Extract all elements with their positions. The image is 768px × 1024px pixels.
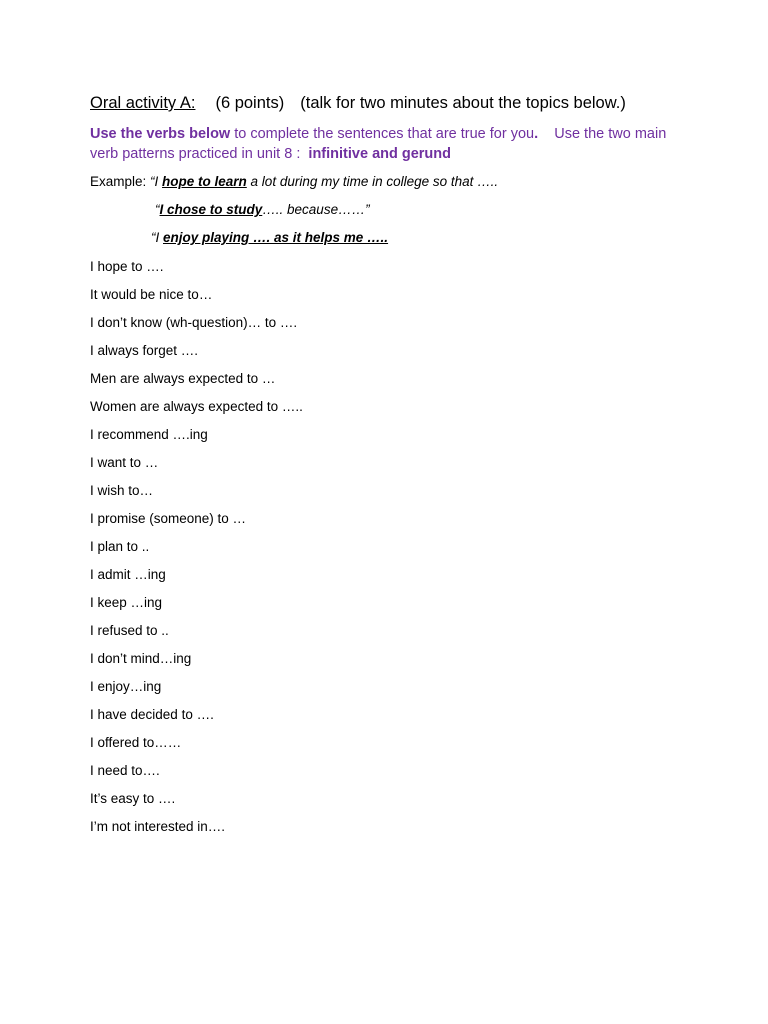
example-line-1 [90, 173, 498, 191]
activity-heading: Oral activity A: [90, 94, 196, 112]
example-1-verb: hope to learn [162, 174, 247, 189]
instructions-bold-lead: Use the verbs below [90, 126, 231, 142]
instructions-period: . [534, 126, 539, 142]
prompt-item: I admit …ing [90, 567, 166, 582]
activity-title [90, 93, 626, 113]
prompt-item: I recommend ….ing [90, 427, 208, 442]
activity-instruction: (talk for two minutes about the topics below.) [300, 94, 626, 112]
example-line-3 [151, 229, 388, 247]
example-line-2 [155, 201, 370, 219]
prompt-item: I plan to .. [90, 539, 150, 554]
example-1-post: a lot during my time in college so that ….. [246, 174, 499, 189]
example-3-pre: “I [151, 230, 163, 245]
prompt-item: I offered to…… [90, 735, 182, 750]
prompt-item: I need to…. [90, 763, 160, 778]
prompt-item: I hope to …. [90, 259, 164, 274]
example-2-post: ….. because……” [262, 202, 370, 217]
prompt-item: I don’t mind…ing [90, 651, 192, 666]
instructions-bold-tail: infinitive and gerund [308, 146, 452, 162]
prompt-item: Men are always expected to … [90, 371, 276, 386]
prompt-item: I always forget …. [90, 343, 199, 358]
example-2-verb: I chose to study [159, 202, 263, 217]
instructions-text-2: Use the two main verb patterns practiced in unit 8 : [90, 126, 671, 162]
prompt-item: I refused to .. [90, 623, 169, 638]
prompt-item: I’m not interested in…. [90, 819, 226, 834]
example-1-pre: “I [150, 174, 163, 189]
prompt-item: I enjoy…ing [90, 679, 162, 694]
prompt-item: I want to … [90, 455, 159, 470]
prompt-item: I don’t know (wh-question)… to …. [90, 315, 298, 330]
prompt-item: I promise (someone) to … [90, 511, 247, 526]
prompt-list [90, 257, 303, 845]
example-2-pre: “ [155, 202, 160, 217]
activity-points: (6 points) [215, 94, 285, 112]
prompt-item: I have decided to …. [90, 707, 214, 722]
prompt-item: Women are always expected to ….. [90, 399, 303, 414]
prompt-item: It’s easy to …. [90, 791, 176, 806]
example-label: Example: [90, 174, 151, 189]
prompt-item: I keep …ing [90, 595, 163, 610]
prompt-item: I wish to… [90, 483, 154, 498]
example-3-verb: enjoy playing …. as it helps me ….. [163, 230, 389, 245]
instructions-paragraph [90, 124, 690, 164]
instructions-text-1: to complete the sentences that are true for you [230, 126, 535, 142]
prompt-item: It would be nice to… [90, 287, 213, 302]
